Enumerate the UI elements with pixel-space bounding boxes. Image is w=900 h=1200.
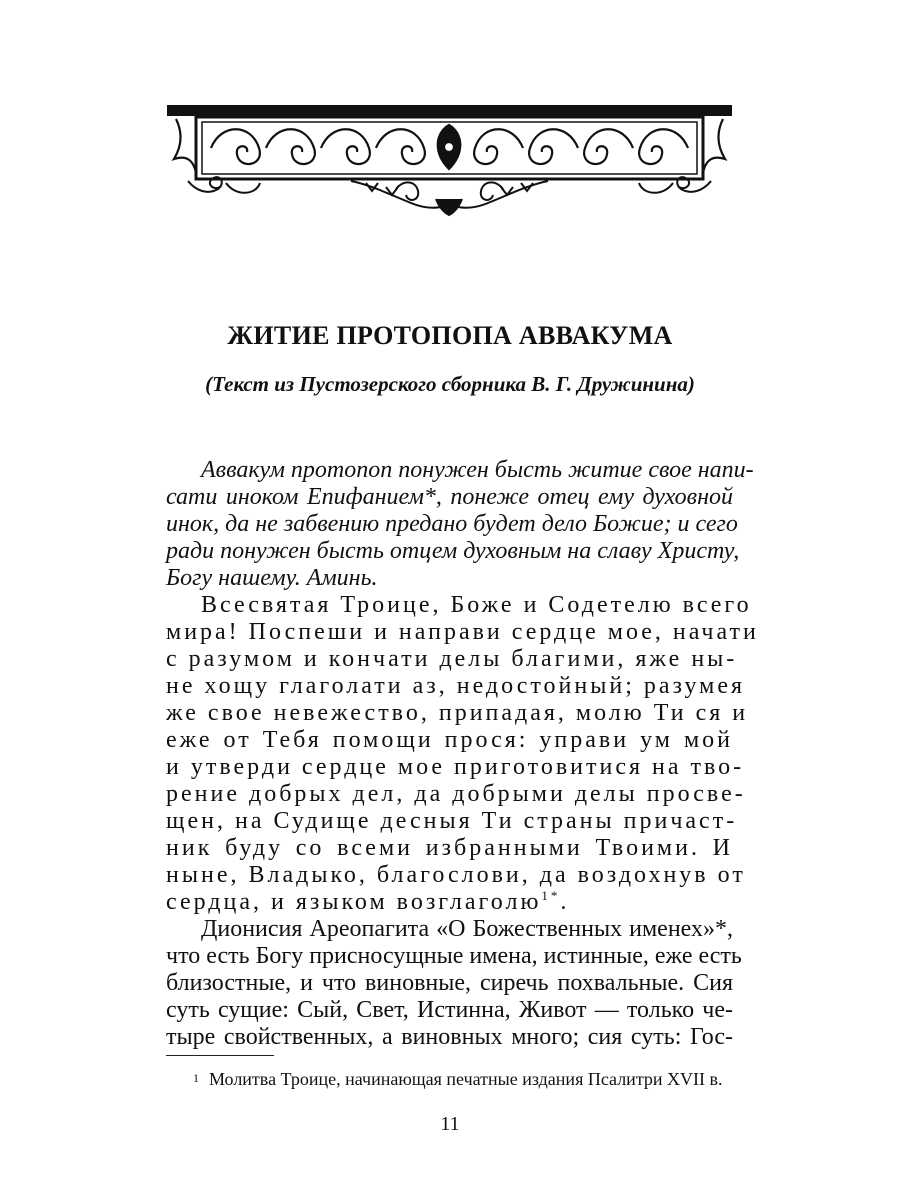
prayer-line: не хощу глаголати аз, недостойный; разумея: [166, 673, 746, 699]
intro-line: сати иноком Епифанием*, понеже отец ему духовной: [166, 484, 733, 510]
prayer-line: мира! Поспеши и направи сердце мое, начати: [166, 619, 759, 645]
page-title: ЖИТИЕ ПРОТОПОПА АВВАКУМА: [227, 321, 673, 350]
footnote-text: Молитва Троице, начинающая печатные издания Псалитри XVII в.: [209, 1069, 723, 1089]
body-line: Дионисия Ареопагита «О Божественных именех»*,: [201, 916, 733, 942]
prayer-line: [166, 887, 733, 917]
page-number: 11: [440, 1113, 460, 1135]
body-line: близостные, и что виновные, сиречь похвальные. Сия: [166, 970, 733, 996]
prayer-line: ник буду со всеми избранными Твоими. И: [166, 835, 733, 861]
prayer-line: ныне, Владыко, благослови, да воздохнув от: [166, 862, 746, 888]
body-line: тыре свойственных, а виновных много; сия суть: Гос-: [166, 1024, 733, 1050]
prayer-line: и утверди сердце мое приготовитися на тво-: [166, 754, 745, 780]
prayer-line: же свое невежество, припадая, молю Ти ся и: [166, 700, 749, 726]
prayer-line: еже от Тебя помощи прося: управи ум мой: [166, 727, 733, 753]
prayer-line: Всесвятая Троице, Боже и Содетелю всего: [201, 592, 752, 618]
footnote: [193, 1069, 723, 1090]
headpiece-ornament: [166, 103, 733, 218]
footnote-divider: [166, 1055, 274, 1056]
body-line: что есть Богу присносущные имена, истинные, еже есть: [166, 943, 742, 969]
page-subtitle: (Текст из Пустозерского сборника В. Г. Дружинина): [205, 372, 695, 396]
prayer-line: щен, на Судище десныя Ти страны причаст-: [166, 808, 738, 834]
intro-line: ради понужен бысть отцем духовным на славу Христу,: [166, 538, 740, 564]
intro-line: Аввакум протопоп понужен бысть житие свое напи-: [201, 457, 754, 483]
prayer-last-text: сердца, и языком возглаголю: [166, 889, 542, 915]
intro-line: Богу нашему. Аминь.: [166, 565, 378, 591]
body-line: суть сущие: Сый, Свет, Истинна, Живот — только че-: [166, 997, 733, 1023]
prayer-last-tail: .: [560, 889, 570, 915]
footnote-reference: 1*: [541, 888, 561, 903]
prayer-line: с разумом и кончати делы благими, яже ны-: [166, 646, 738, 672]
prayer-line: рение добрых дел, да добрыми делы просве-: [166, 781, 746, 807]
intro-line: инок, да не забвению предано будет дело Божие; и сего: [166, 511, 738, 537]
footnote-mark: 1: [193, 1071, 199, 1085]
